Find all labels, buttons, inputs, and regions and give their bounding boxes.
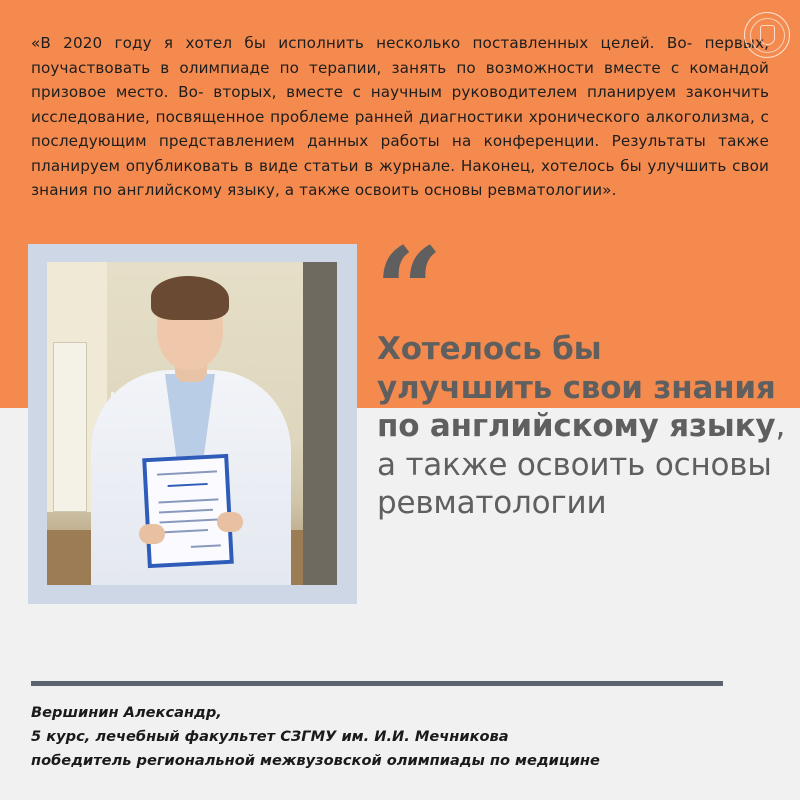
highlight-quote: [377, 330, 787, 523]
intro-quote: «В 2020 году я хотел бы исполнить несколько поставленных целей. Во- первых, поучаствовать в олимпиаде по терапии, занять по возможности вместе с командой призовое место. Во- вторых, вместе с научным руководителем планируем закончить исследование, посвященное проблеме ранней диагностики хронического алкоголизма, с последующим представлением данных работы на конференции. Результаты также планируем опубликовать в виде статьи в журнале. Наконец, хотелось бы улучшить свои знания по английскому языку, а также освоить основы ревматологии».: [31, 34, 769, 199]
student-photo: [47, 262, 337, 585]
student-achievement: победитель региональной межвузовской олимпиады по медицине: [31, 752, 600, 769]
university-seal-icon: [744, 12, 790, 58]
divider: [31, 681, 723, 686]
quote-mark-icon: “: [375, 221, 439, 360]
highlight-main: Хотелось бы улучшить свои знания по английскому языку: [377, 331, 776, 444]
student-name: Вершинин Александр,: [31, 704, 222, 721]
photo-frame: [28, 244, 357, 604]
highlight-tail: , а также освоить основы ревматологии: [377, 408, 786, 521]
diploma: [142, 454, 234, 568]
student-course: 5 курс, лечебный факультет СЗГМУ им. И.И. Мечникова: [31, 728, 509, 745]
signature-block: [31, 701, 771, 773]
